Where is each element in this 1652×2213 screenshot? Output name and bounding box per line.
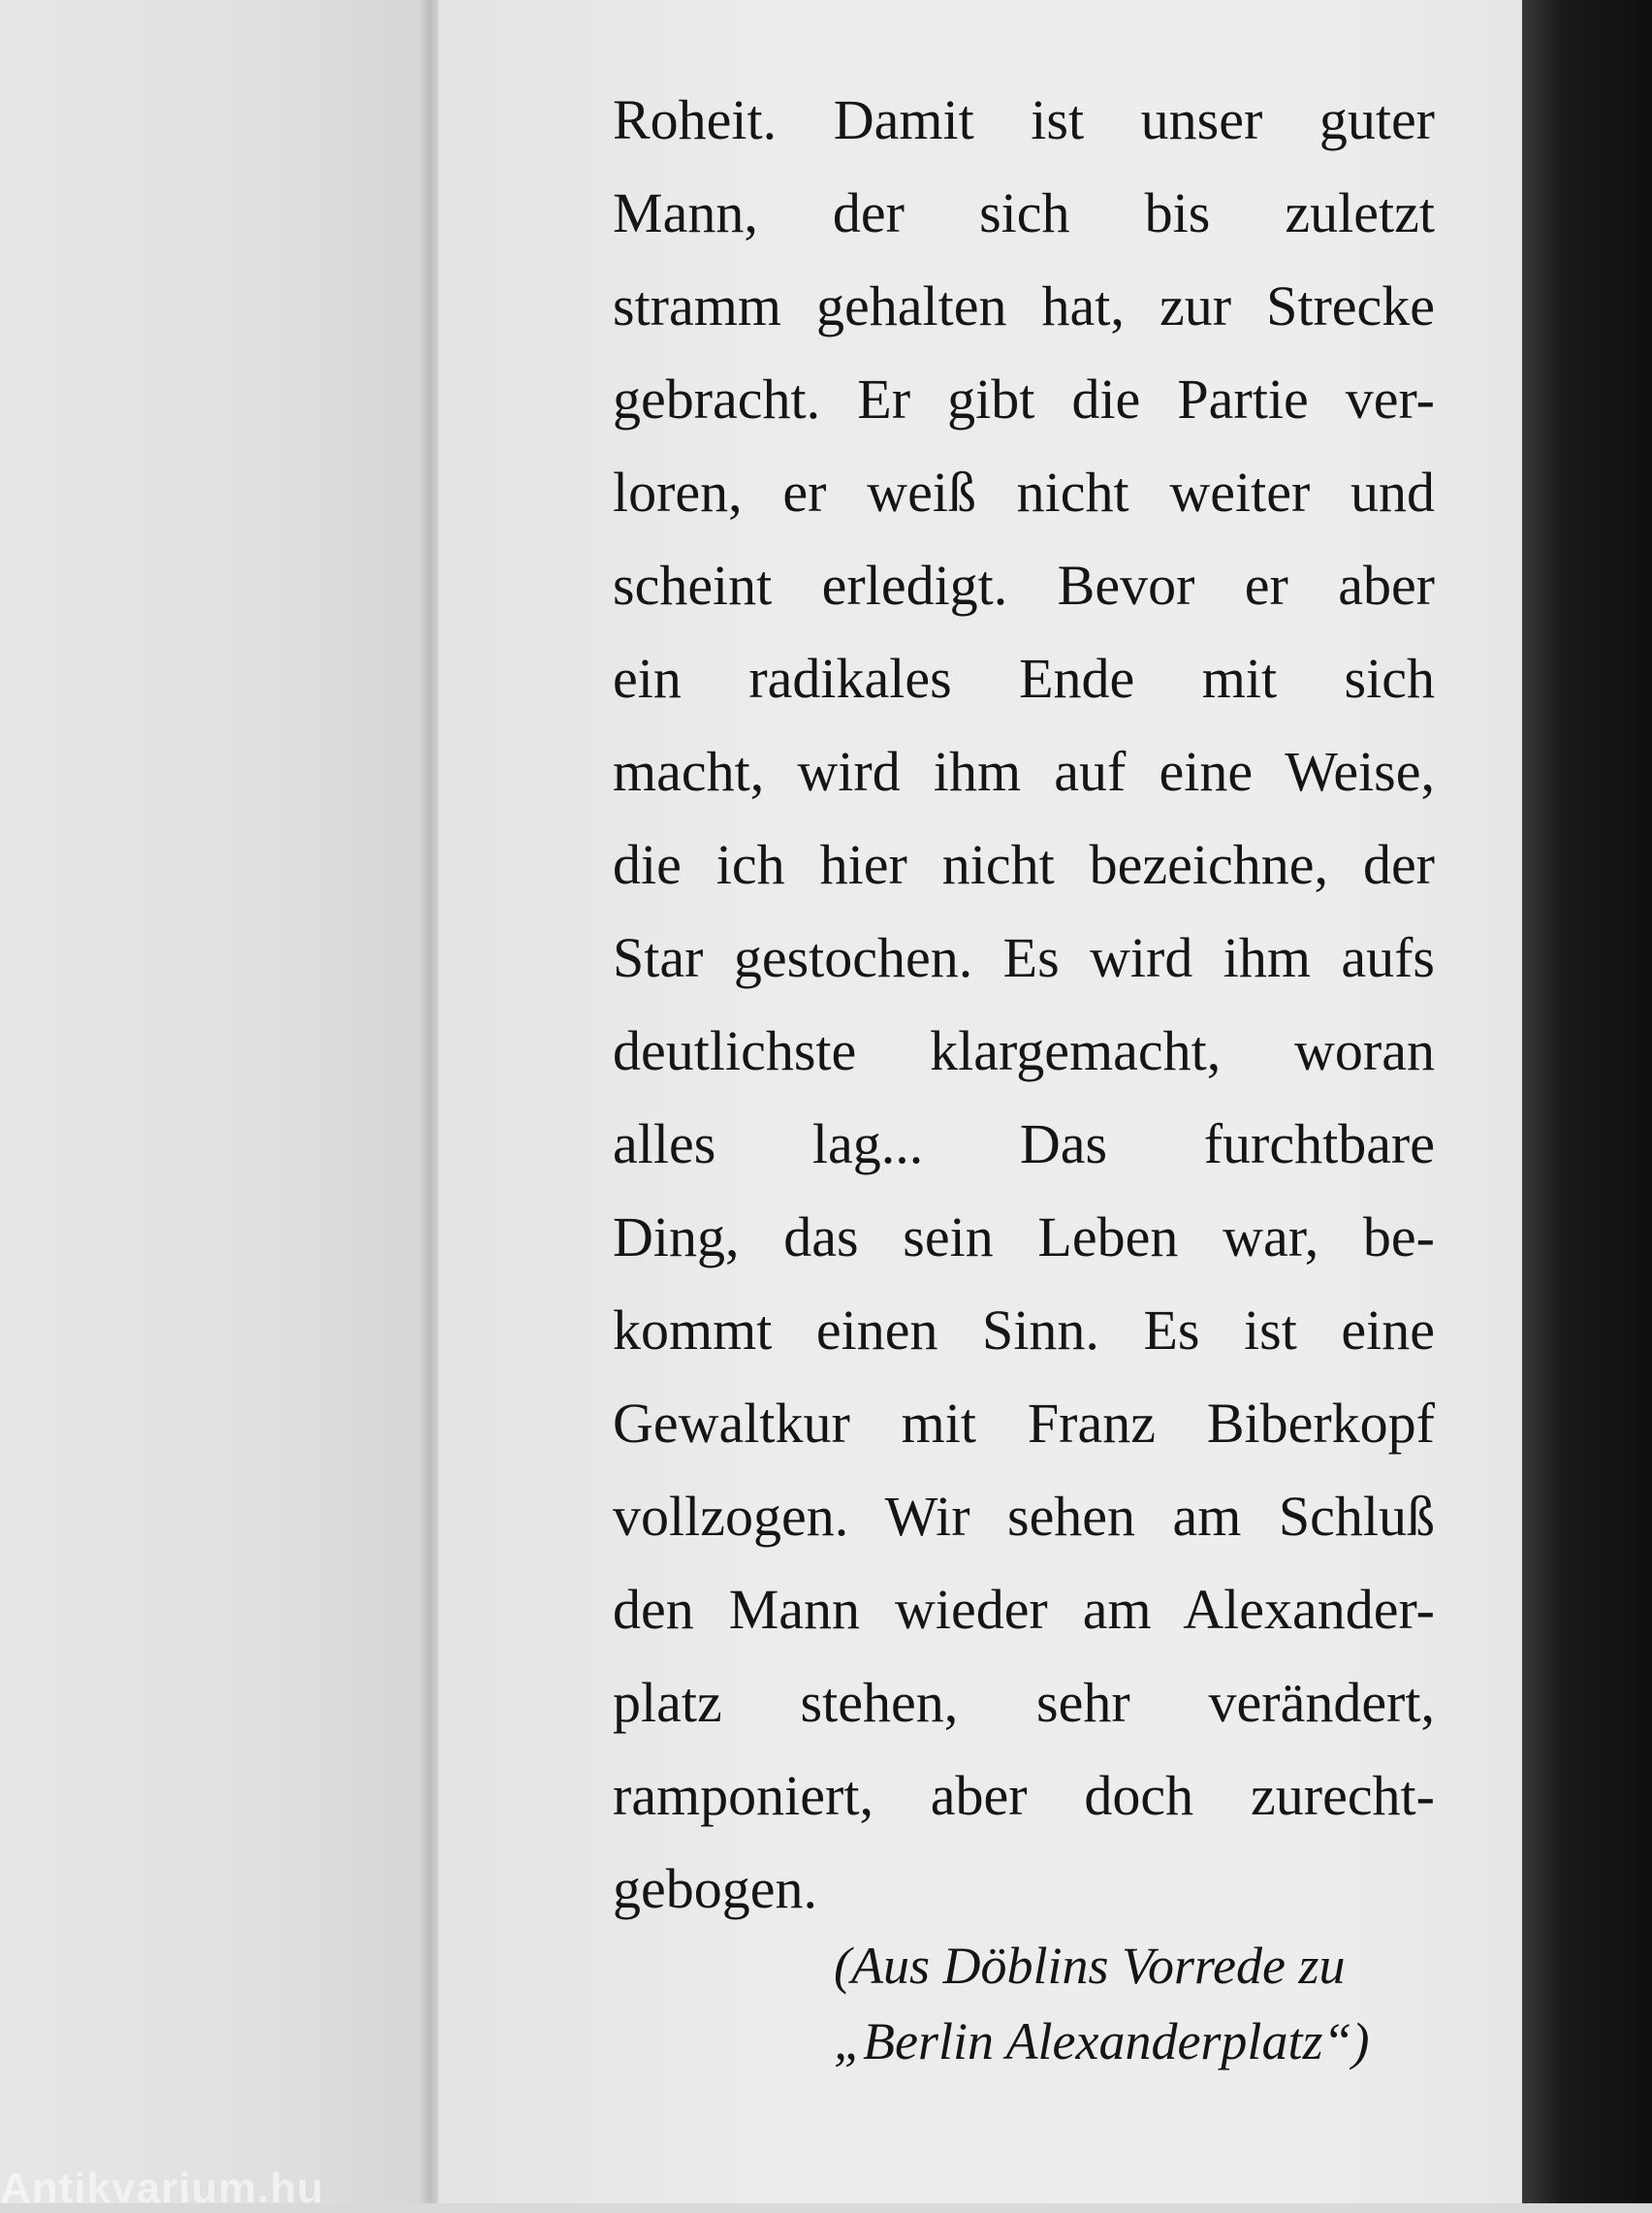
watermark: Antikvarium.hu	[0, 2165, 325, 2212]
text-line: die ich hier nicht bezeichne, der	[613, 833, 1435, 896]
text-line: den Mann wieder am Alexander-	[613, 1578, 1435, 1641]
text-line: platz stehen, sehr verändert,	[613, 1671, 1435, 1734]
text-line: stramm gehalten hat, zur Strecke	[613, 274, 1435, 337]
citation-line: „Berlin Alexanderplatz“)	[834, 2012, 1370, 2070]
text-line: gebracht. Er gibt die Partie ver-	[613, 368, 1435, 431]
text-line: Mann, der sich bis zuletzt	[613, 181, 1435, 244]
book-fold	[419, 0, 438, 2203]
text-line: Gewaltkur mit Franz Biberkopf	[613, 1392, 1435, 1455]
text-line: vollzogen. Wir sehen am Schluß	[613, 1485, 1435, 1548]
text-line: Star gestochen. Es wird ihm aufs	[613, 926, 1435, 989]
body-text	[613, 74, 1435, 1936]
text-line: Ding, das sein Leben war, be-	[613, 1205, 1435, 1268]
text-line: deutlichste klargemacht, woran	[613, 1019, 1435, 1082]
dark-background-edge	[1522, 0, 1652, 2203]
text-line: loren, er weiß nicht weiter und	[613, 461, 1435, 524]
text-line: Roheit. Damit ist unser guter	[613, 88, 1435, 151]
text-line: alles lag... Das furchtbare	[613, 1112, 1435, 1175]
citation	[834, 1928, 1435, 2079]
text-line: ramponiert, aber doch zurecht-	[613, 1764, 1435, 1827]
text-line: macht, wird ihm auf eine Weise,	[613, 740, 1435, 803]
text-line: gebogen.	[613, 1857, 817, 1920]
text-line: scheint erledigt. Bevor er aber	[613, 554, 1435, 617]
left-page	[0, 0, 431, 2203]
text-line: kommt einen Sinn. Es ist eine	[613, 1299, 1435, 1362]
text-line: ein radikales Ende mit sich	[613, 647, 1435, 710]
citation-line: (Aus Döblins Vorrede zu	[834, 1937, 1346, 1995]
